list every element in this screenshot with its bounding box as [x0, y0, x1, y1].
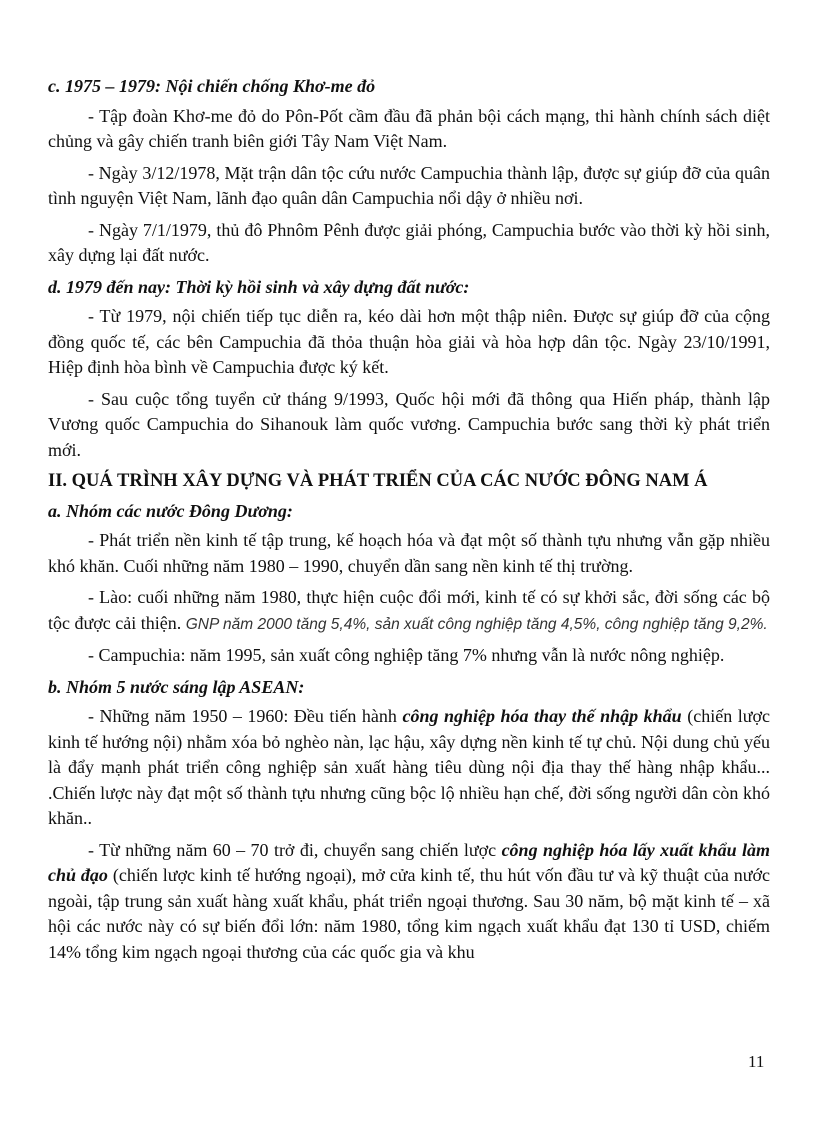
section-b-paragraph-2-start: - Từ những năm 60 – 70 trở đi, chuyển sang chiến lược	[88, 839, 502, 860]
section-b-paragraph-1-end: (chiến lược kinh tế hướng nội) nhằm xóa bỏ nghèo nàn, lạc hậu, xây dựng nền kinh tế tự chủ. Nội dung chủ yếu là đẩy mạnh phát triển công nghiệp sản xuất hàng tiêu dùng nội địa thay thế hàng nhập khẩu... .Chiến lược này đạt một số thành tựu nhưng cũng bộc lộ nhiều hạn chế, đời sống người dân còn khó khăn..	[48, 706, 770, 828]
section-d-heading: d. 1979 đến nay: Thời kỳ hồi sinh và xây dựng đất nước:	[48, 276, 470, 297]
section-a-paragraph-2	[48, 585, 770, 637]
section-c-paragraph-3: - Ngày 7/1/1979, thủ đô Phnôm Pênh được giải phóng, Campuchia bước vào thời kỳ hồi sinh, xây dựng lại đất nước.	[48, 219, 770, 265]
section-b-paragraph-1-start: - Những năm 1950 – 1960: Đều tiến hành	[88, 706, 403, 726]
section-d-paragraph-1: - Từ 1979, nội chiến tiếp tục diễn ra, kéo dài hơn một thập niên. Được sự giúp đỡ của cộng đồng quốc tế, các bên Campuchia đã thỏa thuận hòa giải và hòa hợp dân tộc. Ngày 23/10/1991, Hiệp định hòa bình về Campuchia được ký kết.	[48, 306, 770, 377]
section-d-paragraph-2: - Sau cuộc tổng tuyển cử tháng 9/1993, Quốc hội mới đã thông qua Hiến pháp, thành lập Vương quốc Campuchia do Sihanouk làm quốc vương. Campuchia bước sang thời kỳ phát triển mới.	[48, 388, 770, 460]
section-b-paragraph-2	[48, 838, 770, 966]
section-b-heading: b. Nhóm 5 nước sáng lập ASEAN:	[48, 676, 305, 697]
document-page	[48, 74, 770, 971]
section-a-paragraph-3: - Campuchia: năm 1995, sản xuất công nghiệp tăng 7% nhưng vẫn là nước nông nghiệp.	[88, 645, 725, 665]
section-b-paragraph-1	[48, 704, 770, 832]
section-ii-heading: II. QUÁ TRÌNH XÂY DỰNG VÀ PHÁT TRIỂN CỦA CÁC NƯỚC ĐÔNG NAM Á	[48, 471, 708, 491]
section-a-paragraph-2-stats: GNP năm 2000 tăng 5,4%, sản xuất công nghiệp tăng 4,5%, công nghiệp tăng 9,2%.	[185, 615, 768, 633]
page-number: 11	[748, 1052, 765, 1071]
section-a-paragraph-2-text: - Lào: cuối những năm 1980, thực hiện cuộc đổi mới, kinh tế có sự khởi sắc, đời sống các bộ tộc được cải thiện.	[48, 587, 770, 633]
section-c-heading: c. 1975 – 1979: Nội chiến chống Khơ-me đỏ	[48, 76, 376, 96]
section-c-paragraph-2: - Ngày 3/12/1978, Mặt trận dân tộc cứu nước Campuchia thành lập, được sự giúp đỡ của quân tình nguyện Việt Nam, lãnh đạo quân dân Campuchia nổi dậy ở nhiều nơi.	[48, 162, 770, 208]
section-b-paragraph-1-emphasis: công nghiệp hóa thay thế nhập khẩu	[402, 706, 682, 726]
section-c-paragraph-1: - Tập đoàn Khơ-me đỏ do Pôn-Pốt cầm đầu đã phản bội cách mạng, thi hành chính sách diệt chủng và gây chiến tranh biên giới Tây Nam Việt Nam.	[48, 105, 770, 151]
section-a-heading: a. Nhóm các nước Đông Dương:	[48, 500, 293, 521]
section-a-paragraph-1: - Phát triển nền kinh tế tập trung, kế hoạch hóa và đạt một số thành tựu nhưng vẫn gặp nhiều khó khăn. Cuối những năm 1980 – 1990, chuyển dần sang nền kinh tế thị trường.	[48, 530, 770, 576]
section-b-paragraph-2-emphasis: công nghiệp hóa lấy xuất khẩu làm chủ đạo	[48, 839, 770, 885]
section-b-paragraph-2-end: (chiến lược kinh tế hướng ngoại), mở cửa kinh tế, thu hút vốn đầu tư và kỹ thuật của nước ngoài, tập trung sản xuất hàng xuất khẩu, phát triển ngoại thương. Sau 30 năm, bộ mặt kinh tế – xã hội các nước này có sự biến đổi lớn: năm 1980, tổng kim ngạch xuất khẩu đạt 130 tỉ USD, chiếm 14% tổng kim ngạch ngoại thương của các quốc gia và khu	[48, 865, 770, 962]
